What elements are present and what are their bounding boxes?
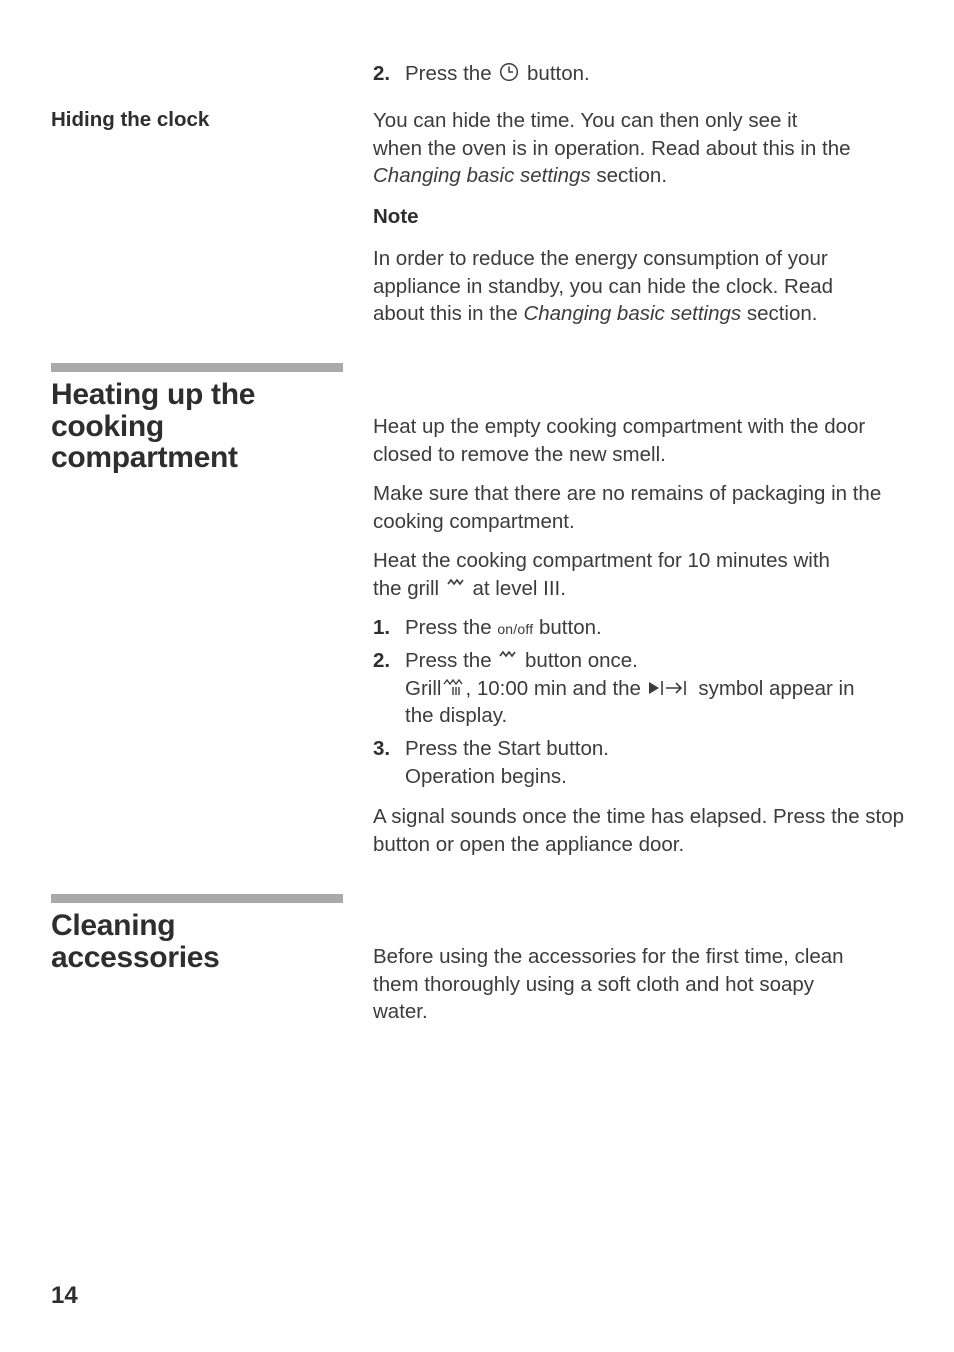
section-rule [51,894,343,903]
step-text-end: button. [527,62,590,85]
step-text: Press the [405,616,492,639]
side-label-hiding-clock: Hiding the clock [51,108,210,131]
section-title-cleaning: Cleaning accessories [51,909,220,974]
step-text: Press the [405,62,492,85]
italic-reference: Changing basic settings [373,164,591,187]
text-end: section. [596,164,668,187]
section-title-heating: Heating up the cooking compartment [51,378,256,474]
grill-level-3-icon [443,678,465,696]
grill-icon [447,577,465,587]
step-1 [373,614,913,644]
text-line: appliance in standby, you can hide the clock. Read [373,274,834,298]
heating-paragraph-4: A signal sounds once the time has elapsed. Press the stop button or open the appliance door. [373,805,905,856]
text-end: symbol appear in [698,676,855,700]
text-line [373,300,913,328]
text-line: Operation begins. [405,764,567,788]
heating-paragraph-3 [373,547,913,602]
text-line [373,162,913,190]
text-line [405,647,913,675]
text-end: section. [746,302,818,325]
heating-paragraph-1: Heat up the empty cooking compartment with the door closed to remove the new smell. [373,415,866,466]
play-duration-icon [648,679,692,697]
text-line: You can hide the time. You can then only see it [373,109,798,132]
note-paragraph [373,245,913,328]
text-start: about this in the [373,302,518,325]
text-line: when the oven is in operation. Read about this in the [373,136,851,160]
text-line: Press the Start button. [405,737,609,760]
step-number: 3. [373,737,391,760]
step-text: Press the [405,649,492,672]
step-number: 1. [373,616,391,639]
step-number: 2. [373,649,391,672]
text-start: the grill [373,576,440,600]
section-rule [51,363,343,372]
grill-icon [499,649,517,659]
on-off-symbol: on/off [497,621,534,637]
italic-reference: Changing basic settings [523,302,742,325]
text-line: In order to reduce the energy consumption of your [373,247,828,270]
note-label: Note [373,205,419,228]
text-line [405,675,913,703]
text-start: Grill [405,676,442,700]
step-3 [373,735,913,790]
step-press-clock [373,60,913,88]
text-line: Heat the cooking compartment for 10 minutes with [373,549,830,572]
step-2 [373,647,913,730]
step-number: 2. [373,62,391,85]
step-text-end: button. [539,616,602,639]
clock-icon [499,62,519,82]
cleaning-paragraph: Before using the accessories for the first time, clean them thoroughly using a soft cloth and hot soapy water. [373,945,844,1023]
heating-paragraph-2: Make sure that there are no remains of packaging in the cooking compartment. [373,482,882,533]
text-line [373,575,913,603]
text-end: at level III. [472,576,566,600]
step-text-end: button once. [525,649,638,672]
text-mid: , 10:00 min and the [465,676,641,700]
text-line: the display. [405,704,508,727]
hiding-clock-paragraph [373,107,913,190]
page-number: 14 [51,1282,78,1309]
